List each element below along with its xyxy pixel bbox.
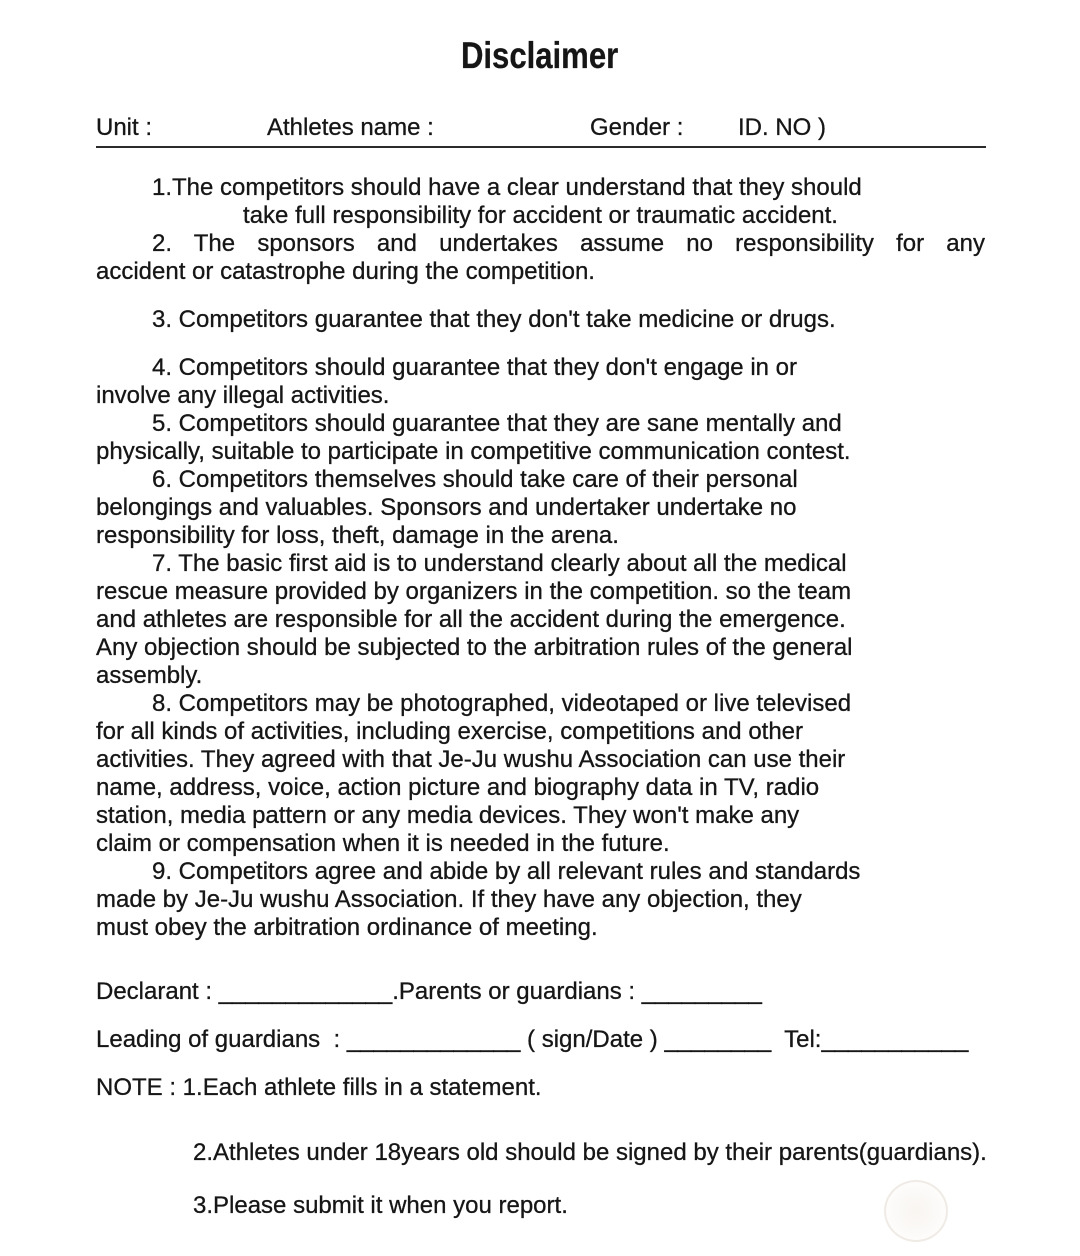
paragraph-1-line-1: 1.The competitors should have a clear understand that they should xyxy=(152,174,862,201)
paragraph-2-line-2: accident or catastrophe during the competition. xyxy=(96,258,595,285)
paragraph-7-line-3: and athletes are responsible for all the accident during the emergence. xyxy=(96,606,846,633)
paragraph-5-line-2: physically, suitable to participate in competitive communication contest. xyxy=(96,438,851,465)
note-3-text: 3.Please submit it when you report. xyxy=(193,1192,568,1219)
paragraph-9-line-2: made by Je-Ju wushu Association. If they have any objection, they xyxy=(96,886,802,913)
tel-blank: ___________ xyxy=(821,1026,969,1053)
paragraph-8-line-4: name, address, voice, action picture and biography data in TV, radio xyxy=(96,774,820,801)
page-title-text: Disclaimer xyxy=(461,35,619,76)
athletes-name-label: Athletes name : xyxy=(267,114,434,141)
paragraph-8-line-2: for all kinds of activities, including exercise, competitions and other xyxy=(96,718,804,745)
sign-date-blank: ________ xyxy=(664,1026,772,1053)
unit-label: Unit : xyxy=(96,114,153,141)
paragraph-1-line-2: take full responsibility for accident or traumatic accident. xyxy=(243,202,838,229)
paragraph-8-line-3: activities. They agreed with that Je-Ju wushu Association can use their xyxy=(96,746,846,773)
disclaimer-body xyxy=(96,174,985,942)
note-2-text: 2.Athletes under 18years old should be signed by their parents(guardians). xyxy=(193,1139,987,1166)
paragraph-5-line-1: 5. Competitors should guarantee that they are sane mentally and xyxy=(152,410,842,437)
paragraph-4-line-1: 4. Competitors should guarantee that they don't engage in or xyxy=(152,354,798,381)
gender-label: Gender : xyxy=(590,114,684,141)
paragraph-9-line-1: 9. Competitors agree and abide by all relevant rules and standards xyxy=(152,858,861,885)
paragraph-8-line-1: 8. Competitors may be photographed, videotaped or live televised xyxy=(152,690,852,717)
page-title xyxy=(0,34,1080,78)
header-fill-in-line xyxy=(96,114,986,148)
paragraph-7-line-5: assembly. xyxy=(96,662,203,689)
paragraph-8-line-6: claim or compensation when it is needed in the future. xyxy=(96,830,670,857)
leading-of-guardians-label: Leading of guardians : xyxy=(96,1026,347,1053)
paragraph-9-line-3: must obey the arbitration ordinance of meeting. xyxy=(96,914,598,941)
parents-guardians-blank: _________ xyxy=(641,978,762,1005)
paragraph-6-line-2: belongings and valuables. Sponsors and undertaker undertake no xyxy=(96,494,797,521)
declarant-signature-line xyxy=(96,978,985,1006)
paragraph-7-line-4: Any objection should be subjected to the arbitration rules of the general xyxy=(96,634,853,661)
note-label: NOTE : xyxy=(96,1074,183,1101)
paragraph-8-line-5: station, media pattern or any media devices. They won't make any xyxy=(96,802,800,829)
guardian-signature-line xyxy=(96,1026,985,1054)
paragraph-3-line-1: 3. Competitors guarantee that they don't take medicine or drugs. xyxy=(152,306,836,333)
leading-of-guardians-blank: _____________ xyxy=(346,1026,521,1053)
note-line-2 xyxy=(96,1139,1080,1167)
parents-guardians-label: .Parents or guardians : xyxy=(392,978,642,1005)
paragraph-7-line-1: 7. The basic first aid is to understand clearly about all the medical xyxy=(152,550,847,577)
id-no-label: ID. NO ) xyxy=(738,114,826,141)
declarant-label: Declarant : xyxy=(96,978,219,1005)
paragraph-7-line-2: rescue measure provided by organizers in the competition. so the team xyxy=(96,578,852,605)
note-line-1 xyxy=(96,1074,985,1102)
paragraph-4-line-2: involve any illegal activities. xyxy=(96,382,390,409)
paragraph-2-line-1: 2. The sponsors and undertakes assume no responsibility for any xyxy=(152,230,985,257)
paragraph-6-line-1: 6. Competitors themselves should take care of their personal xyxy=(152,466,798,493)
paragraph-6-line-3: responsibility for loss, theft, damage in the arena. xyxy=(96,522,619,549)
note-1-text: 1.Each athlete fills in a statement. xyxy=(182,1074,542,1101)
sign-date-label: ( sign/Date ) xyxy=(520,1026,665,1053)
declarant-blank: _____________ xyxy=(218,978,393,1005)
tel-label: Tel: xyxy=(771,1026,822,1053)
faint-stamp-watermark xyxy=(884,1180,948,1242)
